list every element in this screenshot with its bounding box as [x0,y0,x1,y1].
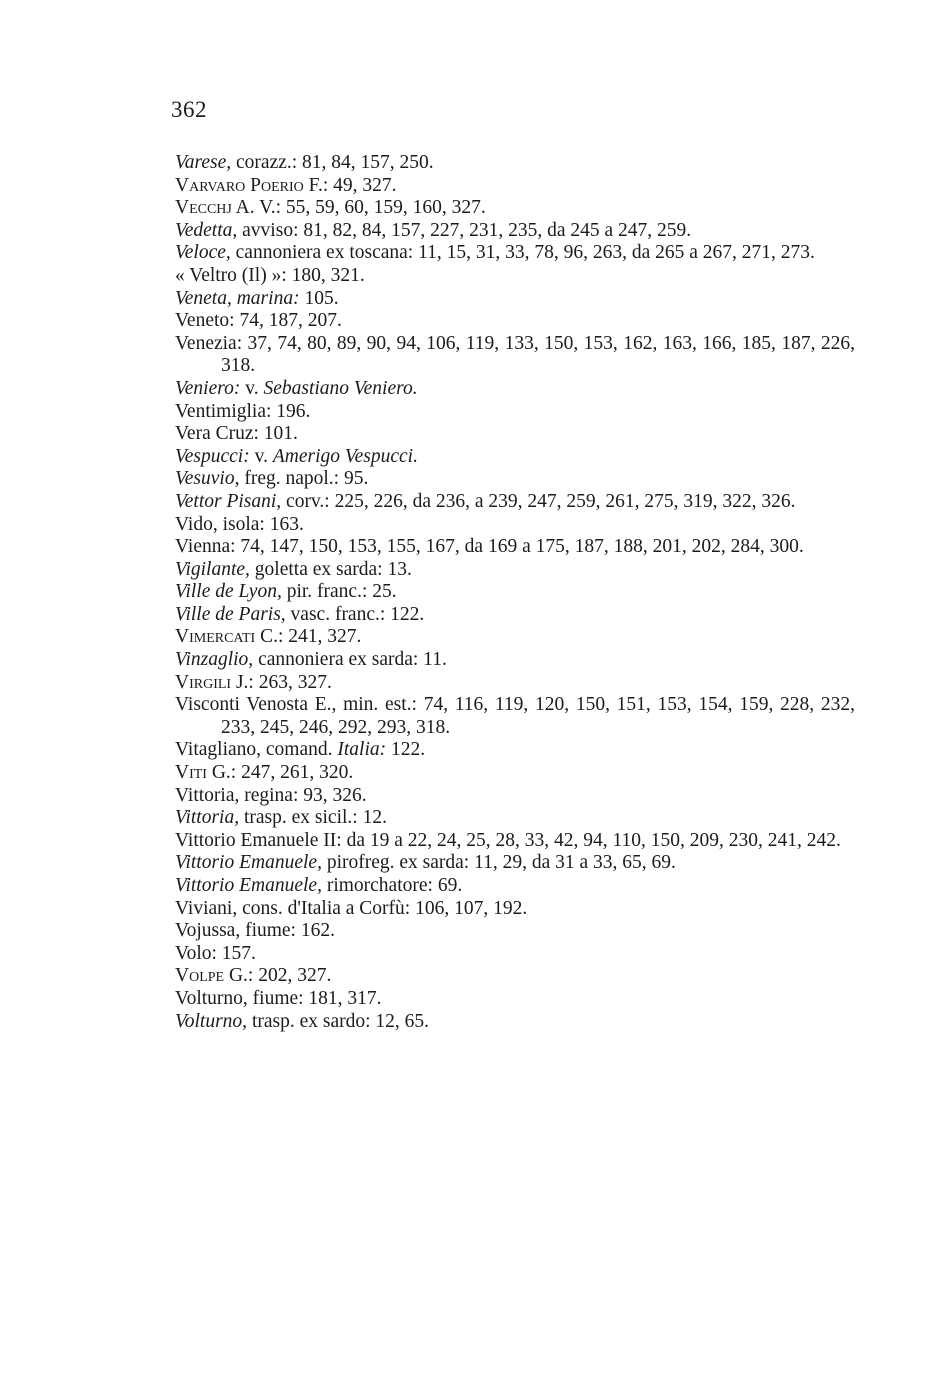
entry-heading: Volo [175,942,212,964]
entry-references: : 196. [266,400,311,422]
entry-heading: Veneta, marina: [175,287,300,309]
entry-heading: Vojussa [175,920,236,942]
entry-heading: Vera Cruz [175,423,254,445]
entry-references: trasp. ex sicil.: 12. [239,807,387,829]
entry-references: , isola: 163. [212,513,304,535]
entry-heading: Venezia [175,332,237,354]
entry-cross-reference: Amerigo Vespucci. [272,445,418,467]
entry-heading: Vesuvio, [175,468,240,490]
entry-references: G.: 247, 261, 320. [206,762,354,784]
entry-references: trasp. ex sardo: 12, 65. [247,1010,430,1032]
entry-heading: Vittoria [175,784,235,806]
entry-heading: Vespucci: [175,445,250,467]
entry-references: 105. [299,287,339,309]
entry-references: , cons. d'Italia a Corfù: 106, 107, 192. [232,897,528,919]
index-entry [175,220,855,243]
entry-heading: Vecchj [175,197,232,219]
entry-heading: Virgili [175,671,232,693]
index-entry [175,852,855,875]
entry-references: E., min. est.: 74, 116, 119, 120, 150, 151, 153, 154, 159, 228, 232, 233, 245, 246, 292, 293, 318. [221,694,855,738]
entry-heading: Vinzaglio, [175,649,254,671]
index-entry [175,536,855,559]
index-entry [175,920,855,943]
index-entry [175,333,855,378]
entry-references: , comand. [256,739,338,761]
index-entry [175,581,855,604]
entry-references: corv.: 225, 226, da 236, a 239, 247, 259, 261, 275, 319, 322, 326. [281,490,796,512]
entry-references: pirofreg. ex sarda: 11, 29, da 31 a 33, 65, 69. [321,852,676,874]
entry-references: G.: 202, 327. [224,965,332,987]
index-entry [175,898,855,921]
index-entry [175,626,855,649]
entry-references: rimorchatore: 69. [321,875,463,896]
index-entry [175,830,855,853]
entry-references: : 74, 147, 150, 153, 155, 167, da 169 a 175, 187, 188, 201, 202, 284, 300. [230,536,804,558]
entry-heading: Vido [175,513,213,535]
index-entry [175,1011,855,1034]
entry-references: : 180, 321. [281,264,365,286]
index-entry [175,965,855,988]
entry-heading: Ville de Paris, [175,603,286,625]
entry-heading: Vittorio Emanuele, [175,875,322,896]
entry-references: , regina: 93, 326. [234,784,367,806]
entry-references: avviso: 81, 82, 84, 157, 227, 231, 235, da 245 a 247, 259. [237,219,692,241]
entry-references: pir. franc.: 25. [281,581,397,603]
entry-references: , fiume: 181, 317. [242,987,382,1009]
index-entry [175,649,855,672]
entry-heading: Ventimiglia [175,400,266,422]
entry-heading: Visconti Venosta [175,694,309,716]
entry-heading: Veloce, [175,242,231,264]
entry-references: : 157. [211,942,256,964]
entry-references: : 37, 74, 80, 89, 90, 94, 106, 119, 133, 150, 153, 162, 163, 166, 185, 187, 226, 318. [221,332,855,377]
entry-heading: Volpe [175,965,225,987]
entry-references: cannoniera ex sarda: 11. [253,649,447,671]
index-entry [175,694,855,739]
index-entry [175,807,855,830]
entry-references: F.: 49, 327. [303,174,397,196]
index-entry [175,401,855,424]
index-entry [175,242,855,265]
entry-heading: Vitagliano [175,739,257,761]
entry-heading: Ville de Lyon, [175,581,282,603]
entry-heading: Volturno [175,987,243,1009]
entry-references: : 101. [253,423,298,445]
entry-heading: Veniero: [175,377,241,399]
index-entry [175,468,855,491]
index-entry [175,310,855,333]
index-entry [175,288,855,311]
entry-references: freg. napol.: 95. [239,468,369,490]
entry-references: corazz.: 81, 84, 157, 250. [231,152,434,173]
index-list [175,152,855,1033]
entry-heading: Varvaro Poerio [175,174,304,196]
index-entry [175,175,855,198]
entry-cross-reference: Sebastiano Veniero. [263,377,418,399]
entry-references-after: 122. [386,739,426,761]
entry-heading: Vettor Pisani, [175,490,282,512]
entry-heading: Vittorio Emanuele, [175,852,322,874]
index-entry [175,491,855,514]
entry-heading: « Veltro (Il) » [175,264,282,286]
index-entry [175,265,855,288]
entry-heading: Vimercati [175,626,256,648]
index-entry [175,559,855,582]
index-entry [175,672,855,695]
entry-references: A. V.: 55, 59, 60, 159, 160, 327. [231,197,486,219]
index-entry [175,604,855,627]
entry-references: goletta ex sarda: 13. [249,558,412,580]
entry-references: vasc. franc.: 122. [285,603,425,625]
index-entry [175,762,855,785]
entry-references: v. [249,445,273,467]
index-entry [175,514,855,537]
entry-heading: Vittoria, [175,807,240,829]
entry-heading: Volturno, [175,1010,248,1032]
entry-heading: Vienna [175,536,231,558]
index-entry [175,446,855,469]
entry-heading: Vittorio Emanuele II [175,829,337,851]
entry-heading: Veneto [175,310,230,332]
entry-heading: Viviani [175,897,233,919]
index-entry [175,988,855,1011]
page-number: 362 [171,97,207,122]
entry-references: : da 19 a 22, 24, 25, 28, 33, 42, 94, 110, 150, 209, 230, 241, 242. [336,829,841,851]
entry-heading: Viti [175,762,207,784]
index-entry [175,152,855,175]
entry-references: v. [240,377,264,399]
entry-references: , fiume: 162. [235,920,335,942]
index-entry [175,423,855,446]
entry-references: C.: 241, 327. [255,626,362,648]
index-entry [175,378,855,401]
index-entry [175,943,855,966]
entry-references: J.: 263, 327. [231,671,332,693]
entry-cross-reference: Italia: [337,739,387,761]
index-entry [175,739,855,762]
entry-references: cannoniera ex toscana: 11, 15, 31, 33, 78, 96, 263, da 265 a 267, 271, 273. [230,242,815,264]
index-entry [175,197,855,220]
entry-heading: Varese, [175,152,232,173]
entry-references: : 74, 187, 207. [229,310,342,332]
index-entry [175,875,855,898]
entry-heading: Vigilante, [175,558,250,580]
entry-heading: Vedetta, [175,219,238,241]
index-entry [175,785,855,808]
